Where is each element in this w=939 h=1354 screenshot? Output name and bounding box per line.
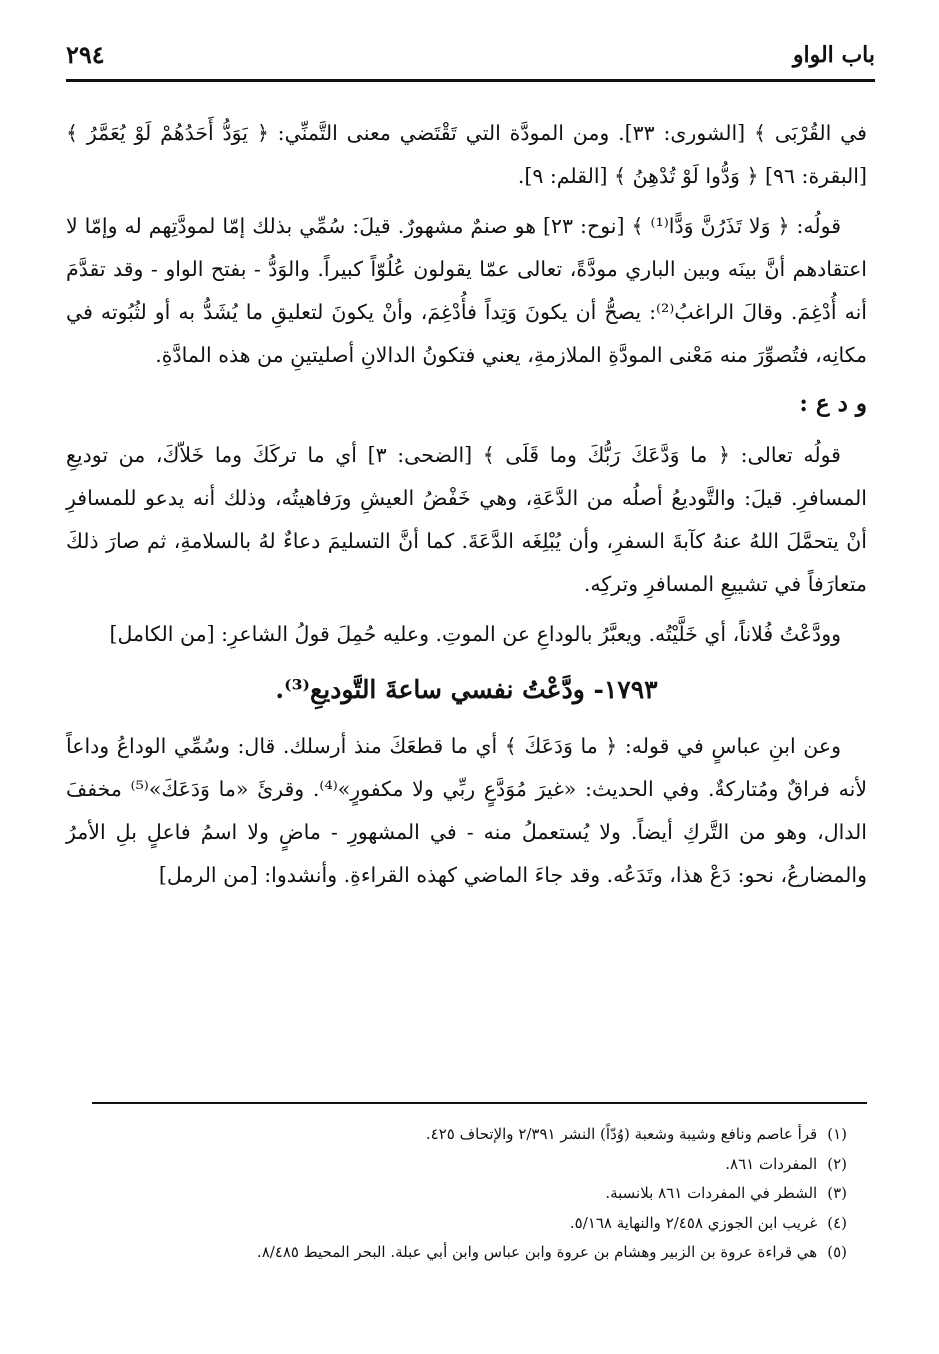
poem-verse: ١٧٩٣- ودَّعْتُ نفسي ساعةَ التَّوديعِ⁽³⁾. xyxy=(275,675,658,704)
footnote-text: المفردات ٨٦١. xyxy=(725,1154,818,1173)
paragraph: في القُرْبَى ﴾ [الشورى: ٣٣]. ومن المودَّة التي تَقْتَضي معنى التَّمنِّي: ﴿ يَوَدُّ أَحَدُهُمْ لَوْ يُعَمَّرُ ﴾ [البقرة: ٩٦] ﴿ وَدُّوا لَوْ تُدْهِنُ ﴾ [القلم: ٩]. xyxy=(66,121,867,188)
footnote-text: غريب ابن الجوزي ٢/٤٥٨ والنهاية ٥/١٦٨. xyxy=(569,1213,818,1232)
footnote-number: (١) xyxy=(827,1125,847,1143)
footnotes xyxy=(120,1120,847,1268)
page-header xyxy=(66,38,875,82)
page-number: ٢٩٤ xyxy=(66,40,105,69)
footnote xyxy=(120,1209,847,1239)
footnote-number: (٥) xyxy=(827,1243,847,1261)
footnote-text: الشطر في المفردات ٨٦١ بلانسبة. xyxy=(605,1184,818,1202)
chapter-title: باب الواو xyxy=(792,42,875,68)
footnote xyxy=(120,1238,847,1268)
footnote-number: (٣) xyxy=(827,1184,847,1202)
footnote-number: (٢) xyxy=(827,1154,847,1173)
footnote xyxy=(120,1150,847,1180)
paragraph: وعن ابنِ عباسٍ في قوله: ﴿ ما وَدَعَكَ ﴾ أي ما قطعَكَ منذ أرسلك. قال: وسُمِّي الوداعُ وداعاً لأنه فراقٌ ومُتاركةٌ. وفي الحديث: «غيرَ مُوَدَّعٍ ربِّي ولا مكفورٍ»⁽⁴⁾. وقرئَ «ما وَدَعَكَ»⁽⁵⁾ مخففَ الدال، وهو من التَّركِ أيضاً. ولا يُستعملُ منه - في المشهورِ - ماضٍ ولا اسمُ فاعلٍ بلِ الأمرُ والمضارعُ، نحو: دَعْ هذا، وتَدَعُه. وقد جاءَ الماضي كهذه القراءةِ. وأنشدوا: [من الرمل] xyxy=(66,734,868,887)
section-heading: و د ع : xyxy=(799,390,867,417)
paragraph: قولُه تعالى: ﴿ ما وَدَّعَكَ رَبُّكَ وما قَلَى ﴾ [الضحى: ٣] أي ما تركَكَ وما خَلاّكَ، من توديعِ المسافرِ. قيلَ: والتَّوديعُ أصلُه من الدَّعَةِ، وهي خَفْضُ العيشِ ورَفاهيتُه، وذلك أنه يدعو للمسافرِ أنْ يتحمَّلَ اللهُ عنهُ كآبةَ السفرِ، وأن يُبْلِغَه الدَّعَةَ. كما أنَّ التسليمَ دعاءٌ لهُ بالسلامةِ، ثم صارَ ذلكَ متعارَفاً في تشييعِ المسافرِ وتركِه. xyxy=(66,443,867,596)
footnote xyxy=(120,1120,847,1150)
main-text xyxy=(66,112,867,904)
footnote xyxy=(120,1179,847,1209)
footnote-text: قرأ عاصم ونافع وشيبة وشعبة (وُدّاً) النشر ٢/٣٩١ والإتحاف ٤٢٥. xyxy=(425,1125,818,1143)
footnote-number: (٤) xyxy=(827,1213,847,1232)
paragraph: وودَّعْتُ فُلاناً، أي خَلَّيْتُه. ويعبَّرُ بالوداعِ عن الموتِ. وعليه حُمِلَ قولُ الشاعرِ: [من الكامل] xyxy=(109,622,841,646)
footnote-text: هي قراءة عروة بن الزبير وهشام بن عروة وابن عباس وابن أبي عبلة. البحر المحيط ٨/٤٨٥. xyxy=(256,1243,818,1261)
footnote-separator xyxy=(92,1102,867,1104)
paragraph: قولُه: ﴿ وَلا تَذَرُنَّ وَدًّا⁽¹⁾ ﴾ [نوح: ٢٣] هو صنمٌ مشهورٌ. قيلَ: سُمِّي بذلك إمّا لمودَّتِهم له وإمّا لا اعتقادهم أنَّ بينَه وبين الباري مودَّةً، تعالى عمّا يقولون عُلُوّاً كبيراً. والوَدُّ - بفتح الواو - وقد تقدَّمَ أنه أُدْغِمَ. وقالَ الراغبُ⁽²⁾: يصحُّ أن يكونَ وَتِداً فأُدْغِمَ، وأنْ يكونَ لتعليقِ ما يُشَدُّ به أو لثُبُوته في مكانِه، فتُصوِّرَ منه مَعْنى المودَّةِ الملازمةِ، يعني فتكونُ الدالانِ أصليتينِ من هذه المادَّةِ. xyxy=(66,214,867,367)
header-rule xyxy=(66,79,875,82)
